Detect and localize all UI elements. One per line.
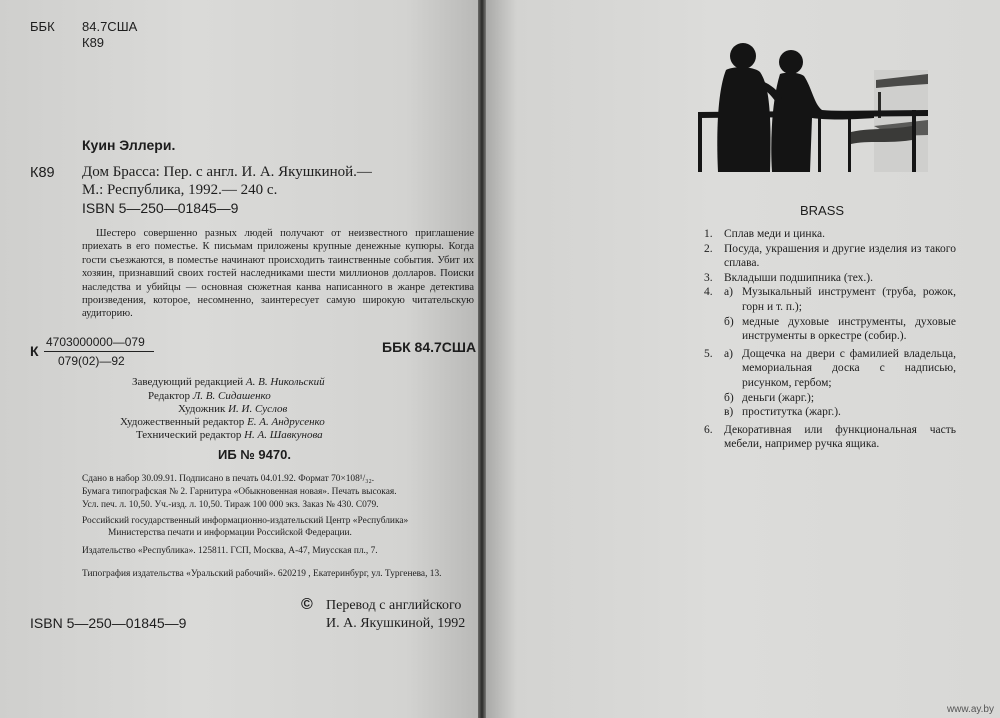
sub-text: медные духовые инструменты, духовые инструменты в оркестре (собир.). [742, 315, 956, 343]
fraction-line [44, 351, 154, 352]
definition-sub [724, 391, 956, 406]
catalog-mark: К89 [30, 165, 55, 181]
definition-text: Посуда, украшения и другие изделия из такого сплава. [724, 242, 956, 270]
imprint-line: Министерства печати и информации Российской Федерации. [108, 528, 352, 538]
bbk-label: ББК [30, 19, 55, 34]
definition-heading: BRASS [800, 203, 845, 218]
k-letter: К [30, 343, 39, 359]
imprint-line: Бумага типографская № 2. Гарнитура «Обыкновенная новая». Печать высокая. [82, 487, 397, 497]
bbk-bottom: ББК 84.7США [382, 339, 477, 355]
left-page [0, 0, 478, 718]
staff-name: И. И. Суслов [228, 403, 288, 415]
definition-item [704, 285, 956, 343]
staff-role: Редактор [148, 390, 191, 402]
staff-line [178, 403, 287, 415]
definition-text: Сплав меди и цинка. [724, 228, 825, 240]
definition-item [704, 271, 956, 286]
bbk-code: 84.7США [82, 19, 138, 34]
copyright-icon: © [301, 596, 313, 613]
ib-number: ИБ № 9470. [218, 447, 291, 462]
definition-sub [724, 285, 956, 314]
staff-line [148, 390, 271, 402]
publisher-address: Издательство «Республика». 125811. ГСП, Москва, А-47, Миусская пл., 7. [82, 546, 378, 556]
book-gutter [478, 0, 486, 718]
staff-line [136, 429, 323, 441]
sub-label: а) [724, 347, 733, 360]
right-page [486, 0, 1000, 718]
imprint-line: Сдано в набор 30.09.91. Подписано в печать 04.01.92. Формат 70×108¹/₃₂. [82, 474, 375, 484]
definition-number: 5. [704, 347, 713, 360]
staff-name: А. В. Никольский [245, 376, 325, 388]
author-name: Куин Эллери. [82, 137, 176, 153]
staff-name: Л. В. Сидашенко [192, 390, 271, 402]
definition-sub [724, 347, 956, 391]
sub-label: а) [724, 286, 733, 299]
k-numerator: 4703000000—079 [46, 335, 145, 349]
sub-text: Музыкальный инструмент (труба, рожок, горн и т. п.); [742, 286, 956, 313]
sub-label: б) [724, 315, 734, 328]
k-denominator: 079(02)—92 [58, 354, 125, 368]
title-line: Дом Брасса: Пер. с англ. И. А. Якушкиной.— [82, 164, 372, 180]
imprint-line: Усл. печ. л. 10,50. Уч.-изд. л. 10,50. Тираж 100 000 экз. Заказ № 430. С079. [82, 500, 379, 510]
definition-text: Декоративная или функциональная часть мебели, например ручка ящика. [724, 423, 956, 451]
staff-name: Н. А. Шавкунова [244, 429, 323, 441]
author-mark: К89 [82, 35, 105, 50]
annotation [82, 227, 474, 321]
definition-text: Вкладыши подшипника (тех.). [724, 271, 873, 284]
copyright-line-1: Перевод с английского [326, 598, 462, 613]
sub-text: проститутка (жарг.). [742, 406, 841, 419]
staff-role: Заведующий редакцией [132, 376, 244, 388]
staff-name: Е. А. Андрусенко [247, 416, 325, 428]
watermark: www.ay.by [946, 704, 994, 715]
definition-sub [724, 405, 956, 420]
definition-item [704, 423, 956, 452]
isbn-line: ISBN 5—250—01845—9 [82, 200, 239, 216]
definition-number: 3. [704, 271, 713, 284]
staff-role: Художник [178, 403, 226, 415]
sub-text: Дощечка на двери с фамилией владельца, мемориальная доска с надписью, рисунком, гербом; [742, 347, 956, 389]
definition-number: 4. [704, 286, 713, 299]
annotation-text: Шестеро совершенно разных людей получают от неизвестного приглашение приехать в его поместье. К письмам приложены крупные денежные купюры. Когда гости съезжаются, в поместье начинают происходить таинственные события. Убит их хозяин, признавший своих гостей наследниками шести миллионов долларов. Поиски наследства и убийцы — основная сюжетная канва написанного в жанре детектива произведения, которое, несомненно, заинтересует самую широкую читательскую аудиторию. [82, 228, 474, 320]
staff-role: Художественный редактор [120, 416, 245, 428]
publisher-line: М.: Республика, 1992.— 240 с. [82, 182, 278, 198]
definition-number: 6. [704, 423, 713, 436]
definition-number: 1. [704, 228, 713, 240]
sub-text: деньги (жарг.); [742, 391, 815, 404]
definition-item [704, 227, 956, 242]
sub-label: б) [724, 391, 734, 404]
staff-line [132, 376, 325, 388]
imprint-line: Российский государственный информационно-издательский Центр «Республика» [82, 516, 409, 526]
definition-number: 2. [704, 242, 713, 255]
definition-item [704, 242, 956, 271]
staff-role: Технический редактор [136, 429, 242, 441]
printer-address: Типография издательства «Уральский рабочий». 620219 , Екатеринбург, ул. Тургенева, 13. [82, 569, 442, 579]
copyright-line-2: И. А. Якушкиной, 1992 [326, 616, 466, 631]
definition-sub [724, 315, 956, 344]
staff-line [120, 416, 325, 428]
definition-item [704, 347, 956, 420]
sub-label: в) [724, 406, 734, 419]
couple-silhouette-illustration [698, 40, 928, 172]
definition-list [704, 227, 956, 452]
isbn-bottom: ISBN 5—250—01845—9 [30, 615, 187, 631]
